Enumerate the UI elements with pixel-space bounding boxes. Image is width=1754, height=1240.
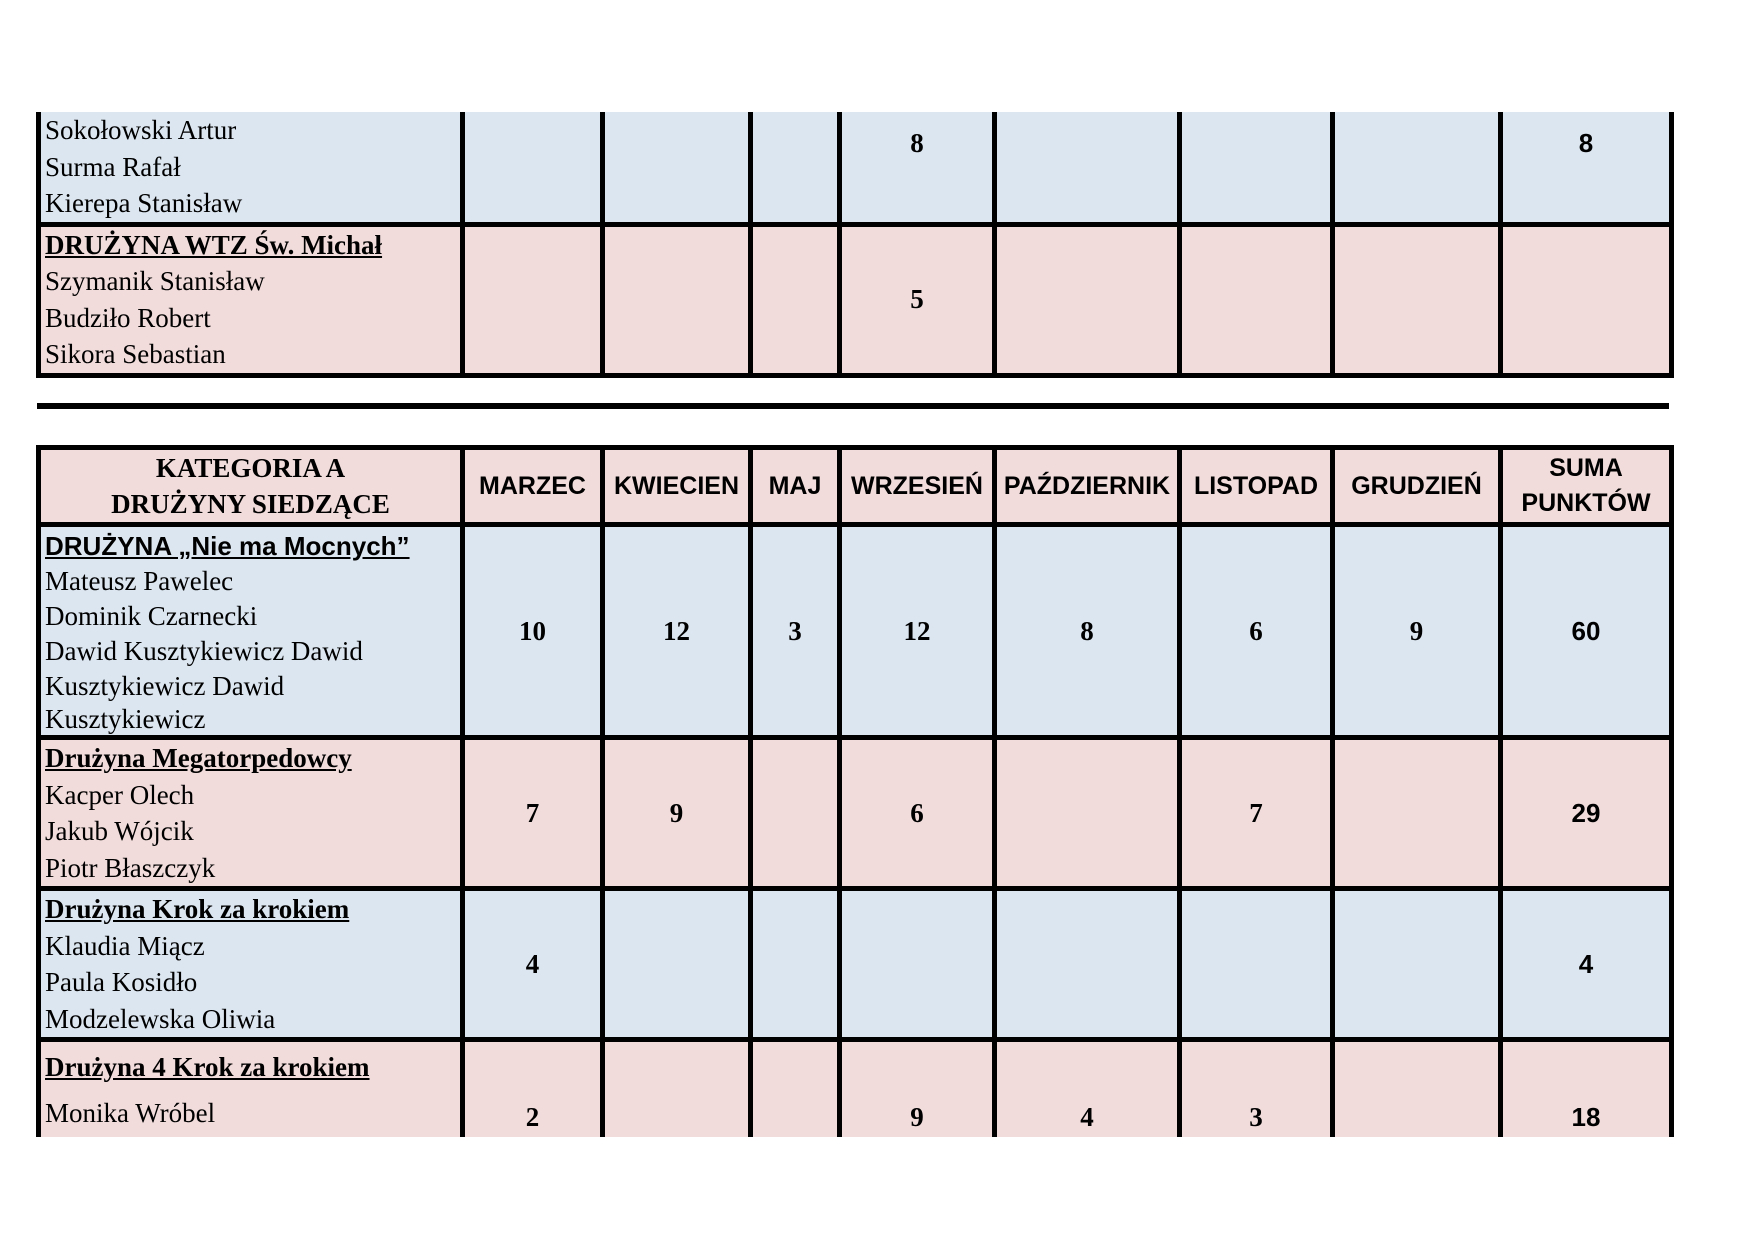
score-wrzesien — [840, 889, 995, 1040]
score-maj — [751, 738, 840, 889]
team-member: Budziło Robert — [45, 302, 211, 333]
team-member: Jakub Wójcik — [45, 816, 194, 846]
col-header-total — [1501, 448, 1672, 525]
score-total: 8 — [1501, 112, 1672, 224]
score-grudzien — [1333, 224, 1501, 375]
score-grudzien — [1333, 738, 1501, 889]
score-marzec — [463, 224, 603, 375]
team-member: Modzelewska Oliwia — [45, 1003, 276, 1034]
table-header-row — [39, 448, 1672, 525]
table-row — [39, 224, 1672, 375]
score-kwiecien — [603, 1040, 751, 1137]
score-marzec: 4 — [463, 889, 603, 1040]
team-member: Szymanik Stanisław — [45, 266, 265, 296]
team-member: Paula Kosidło — [45, 967, 198, 997]
col-header-marzec: MARZEC — [463, 448, 603, 525]
score-marzec: 7 — [463, 738, 603, 889]
team-member: Surma Rafał — [45, 151, 181, 182]
score-grudzien: 9 — [1333, 525, 1501, 738]
category-line2: DRUŻYNY SIEDZĄCE — [111, 489, 390, 519]
category-header — [39, 448, 463, 525]
score-kwiecien — [603, 112, 751, 224]
table-row — [39, 112, 1672, 224]
section-divider — [37, 403, 1669, 409]
table-row — [39, 738, 1672, 889]
team-title: Drużyna Megatorpedowcy — [45, 743, 352, 773]
team-member: Monika Wróbel — [45, 1098, 216, 1128]
score-listopad: 7 — [1180, 738, 1333, 889]
team-member: Kierepa Stanisław — [45, 188, 243, 218]
team-cell — [39, 112, 463, 224]
team-member: Sokołowski Artur — [45, 115, 237, 145]
col-header-kwiecien: KWIECIEN — [603, 448, 751, 525]
score-grudzien — [1333, 112, 1501, 224]
score-wrzesien: 9 — [840, 1040, 995, 1137]
score-pazdziernik — [995, 224, 1180, 375]
category-line1: KATEGORIA A — [155, 453, 346, 483]
team-member: Kacper Olech — [45, 779, 195, 810]
score-marzec — [463, 112, 603, 224]
score-pazdziernik: 8 — [995, 525, 1180, 738]
score-kwiecien — [603, 224, 751, 375]
team-member: Dawid Kusztykiewicz Dawid — [45, 635, 363, 666]
score-pazdziernik — [995, 889, 1180, 1040]
team-member: Kusztykiewicz — [45, 703, 206, 734]
score-pazdziernik — [995, 112, 1180, 224]
score-total: 18 — [1501, 1040, 1672, 1137]
score-total: 4 — [1501, 889, 1672, 1040]
score-maj: 3 — [751, 525, 840, 738]
score-maj — [751, 112, 840, 224]
score-wrzesien: 5 — [840, 224, 995, 375]
team-title: Drużyna 4 Krok za krokiem — [45, 1052, 370, 1082]
score-listopad — [1180, 224, 1333, 375]
score-marzec: 10 — [463, 525, 603, 738]
col-header-pazdziernik: PAŹDZIERNIK — [995, 448, 1180, 525]
col-header-grudzien: GRUDZIEŃ — [1333, 448, 1501, 525]
total-line2: PUNKTÓW — [1521, 489, 1651, 517]
score-listopad: 6 — [1180, 525, 1333, 738]
score-kwiecien: 12 — [603, 525, 751, 738]
score-total: 29 — [1501, 738, 1672, 889]
category-a-results-table — [36, 445, 1674, 1137]
table-row — [39, 889, 1672, 1040]
table-row — [39, 1040, 1672, 1137]
col-header-listopad: LISTOPAD — [1180, 448, 1333, 525]
team-member: Klaudia Miącz — [45, 930, 205, 961]
team-title: Drużyna Krok za krokiem — [45, 894, 350, 924]
score-wrzesien: 6 — [840, 738, 995, 889]
score-grudzien — [1333, 1040, 1501, 1137]
total-line1: SUMA — [1549, 454, 1623, 482]
continued-results-table — [36, 112, 1674, 378]
team-cell — [39, 1040, 463, 1137]
score-listopad — [1180, 112, 1333, 224]
score-total — [1501, 224, 1672, 375]
score-listopad: 3 — [1180, 1040, 1333, 1137]
col-header-maj: MAJ — [751, 448, 840, 525]
score-listopad — [1180, 889, 1333, 1040]
team-title: DRUŻYNA WTZ Św. Michał — [45, 229, 383, 260]
score-pazdziernik — [995, 738, 1180, 889]
team-member: Mateusz Pawelec — [45, 565, 234, 596]
score-maj — [751, 224, 840, 375]
score-maj — [751, 889, 840, 1040]
score-marzec: 2 — [463, 1040, 603, 1137]
score-maj — [751, 1040, 840, 1137]
team-cell — [39, 224, 463, 375]
score-total: 60 — [1501, 525, 1672, 738]
team-cell — [39, 889, 463, 1040]
team-member: Piotr Błaszczyk — [45, 852, 216, 883]
score-pazdziernik: 4 — [995, 1040, 1180, 1137]
score-wrzesien: 12 — [840, 525, 995, 738]
score-grudzien — [1333, 889, 1501, 1040]
team-title: DRUŻYNA „Nie ma Mocnych” — [45, 530, 410, 561]
team-member: Kusztykiewicz Dawid — [45, 670, 285, 701]
col-header-wrzesien: WRZESIEŃ — [840, 448, 995, 525]
team-member: Dominik Czarnecki — [45, 600, 258, 631]
score-kwiecien — [603, 889, 751, 1040]
score-wrzesien: 8 — [840, 112, 995, 224]
team-cell — [39, 525, 463, 738]
table-row — [39, 525, 1672, 738]
score-kwiecien: 9 — [603, 738, 751, 889]
team-member: Sikora Sebastian — [45, 339, 226, 369]
team-cell — [39, 738, 463, 889]
